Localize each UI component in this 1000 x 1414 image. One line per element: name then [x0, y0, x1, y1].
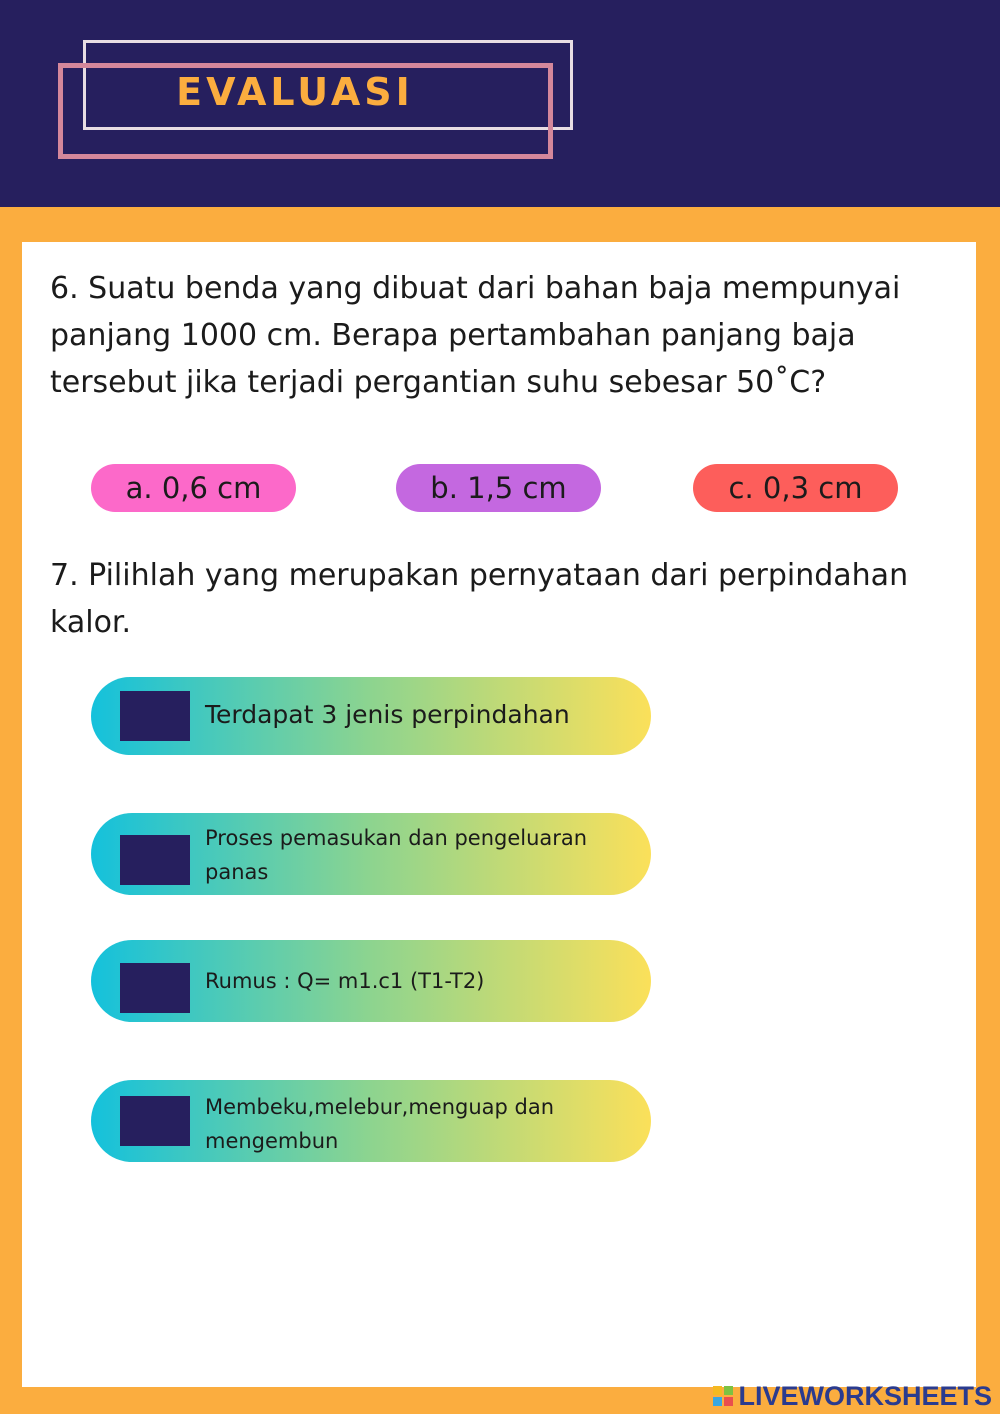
- statement-2-label: Proses pemasukan dan pengeluaran panas: [205, 826, 588, 884]
- statement-3-label: Rumus : Q= m1.c1 (T1-T2): [205, 969, 485, 993]
- header-banner: [0, 0, 1000, 207]
- statement-1-checkbox[interactable]: [120, 691, 190, 741]
- statement-4-label: Membeku,melebur,menguap dan mengembun: [205, 1095, 555, 1153]
- statement-4-checkbox[interactable]: [120, 1096, 190, 1146]
- question-6-text: 6. Suatu benda yang dibuat dari bahan baja mempunyai panjang 1000 cm. Berapa pertambahan panjang baja tersebut jika terjadi pergantian suhu sebesar 50˚C?: [50, 271, 901, 400]
- statement-3-checkbox[interactable]: [120, 963, 190, 1013]
- option-c-button[interactable]: c. 0,3 cm: [693, 464, 898, 512]
- liveworksheets-logo-icon: [712, 1385, 734, 1407]
- option-a-button[interactable]: a. 0,6 cm: [91, 464, 296, 512]
- statement-3[interactable]: [91, 940, 651, 1022]
- page-title: EVALUASI: [176, 70, 414, 114]
- option-b-button[interactable]: b. 1,5 cm: [396, 464, 601, 512]
- statement-1[interactable]: [91, 677, 651, 755]
- question-7-text: 7. Pilihlah yang merupakan pernyataan dari perpindahan kalor.: [50, 558, 909, 640]
- statement-2[interactable]: [91, 813, 651, 895]
- watermark-text: LIVEWORKSHEETS: [738, 1380, 992, 1411]
- statement-1-label: Terdapat 3 jenis perpindahan: [205, 700, 570, 729]
- statement-2-checkbox[interactable]: [120, 835, 190, 885]
- liveworksheets-watermark[interactable]: [712, 1380, 992, 1411]
- statement-4[interactable]: [91, 1080, 651, 1162]
